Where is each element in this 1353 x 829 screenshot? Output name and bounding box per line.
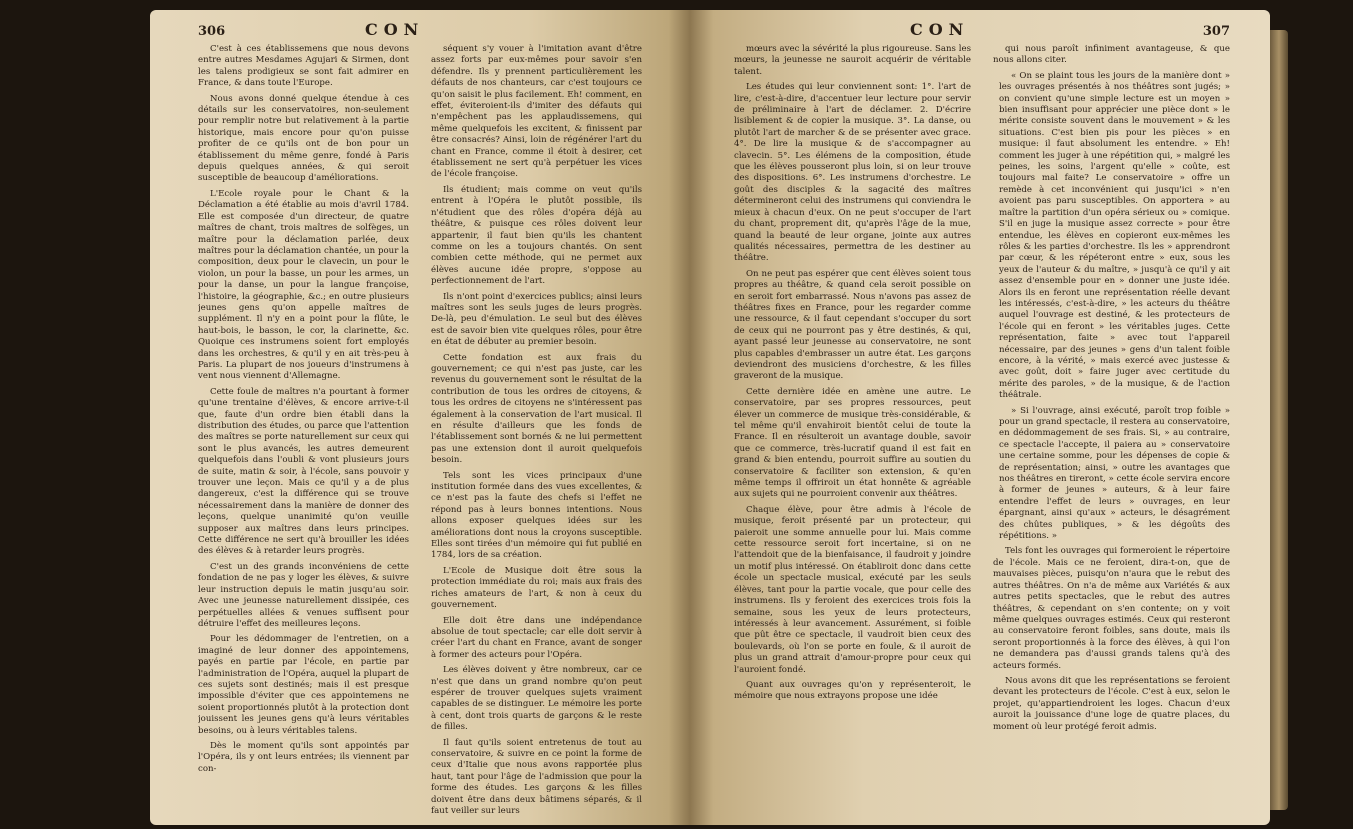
column-1 <box>198 44 409 814</box>
paragraph: Cette foule de maîtres n'a pourtant à former qu'une trentaine d'élèves, & encore arrive-t-il que, faute d'un ordre bien établi dans la distribution des études, ou parce que l'attention des maîtres se porte naturellement sur ceux qui sont le plus avancés, les autres demeurent quelquefois dans l'oubli & vont plusieurs jours de suite, matin & soir, à l'école, sans pouvoir y trouver une leçon. Mais ce qu'il y a de plus dangereux, c'est la différence qui se trouve nécessairement dans la manière de donner des leçons, quelque unanimité qu'on veuille supposer aux maîtres dans leurs principes. Cette différence ne sert qu'à brouiller les idées des élèves & à retarder leurs progrès. <box>198 386 409 557</box>
paragraph: Dès le moment qu'ils sont appointés par l'Opéra, ils y ont leurs entrées; ils viennent par con- <box>198 740 409 774</box>
paragraph: C'est à ces établissemens que nous devons entre autres Mesdames Agujari & Sirmen, dont les talens prodigieux se sont fait admirer en France, & dans toute l'Europe. <box>198 44 409 89</box>
paragraph: L'Ecole de Musique doit être sous la protection immédiate du roi; mais aux frais des riches amateurs de l'art, & non à ceux du gouvernement. <box>431 565 642 611</box>
right-page-header <box>690 20 1270 46</box>
page-edges <box>1270 30 1288 810</box>
paragraph: Les études qui leur conviennent sont: 1°. l'art de lire, c'est-à-dire, d'accentuer leur lecture pour servir de préliminaire à l'art de déclamer. 2. D'écrire lisiblement & de copier la musique. 3°. La danse, ou plutôt l'art de marcher & de se présenter avec grace. 4°. De lire la musique & de s'accompagner au clavecin. 5°. Les élémens de la composition, étude que les élèves pousseront plus loin, si on leur trouve des dispositions. 6°. Les instrumens d'orchestre. Le goût des disciples & la sagacité des maîtres détermineront celui des instrumens qui conviendra le mieux à chacun d'eux. On ne peut s'occuper de l'art du chant, proprement dit, qu'après l'âge de la mue, quand la beauté de leur organe, jointe aux autres qualités nécessaires, permettra de les destiner au théâtre. <box>734 82 971 264</box>
paragraph: qui nous paroît infiniment avantageuse, & que nous allons citer. <box>993 44 1230 66</box>
right-page <box>690 10 1270 825</box>
paragraph: Tels sont les vices principaux d'une institution formée dans des vues excellentes, & ce n'est pas la faute des chefs si l'effet ne répond pas à leurs bonnes intentions. Nous allons exposer quelques idées sur les améliorations dont nous la croyons susceptible. Elles sont tirées d'un mémoire qui fut publié en 1784, lors de sa création. <box>431 470 642 561</box>
column-2 <box>431 44 642 814</box>
paragraph: Elle doit être dans une indépendance absolue de tout spectacle; car elle doit servir à créer l'art du chant en France, avant de songer à former des acteurs pour l'Opéra. <box>431 615 642 660</box>
paragraph: séquent s'y vouer à l'imitation avant d'être assez forts par eux-mêmes pour savoir s'en défendre. Ils y prennent particulièrement les défauts de nos chanteurs, car c'est toujours ce qu'on saisit le plus facilement. Eh! comment, en effet, éviteroient-ils d'imiter des défauts qui n'empêchent pas les applaudissemens, qui même quelquefois les excitent, & finissent par être consacrés? Ainsi, loin de régénérer l'art du chant en France, comme il étoit à desirer, cet établissement ne sert qu'à perpétuer les vices de l'école françoise. <box>431 44 642 180</box>
paragraph: On ne peut pas espérer que cent élèves soient tous propres au théâtre, & quand cela seroit possible on en seroit fort embarrassé. Nous n'avons pas assez de théâtres fixes en France, pour les regarder comme une ressource, & il faut cependant s'occuper du sort de ceux qui ne pourront pas y être destinés, & qui, ayant passé leur jeunesse au conservatoire, ne sont plus capables d'embrasser un autre état. Les garçons deviendront des musiciens d'orchestre, & les filles graveront de la musique. <box>734 268 971 382</box>
book-spread <box>150 10 1270 825</box>
paragraph: Cette dernière idée en amène une autre. Le conservatoire, par ses propres ressources, peut élever un commerce de musique très-considérable, & tel même qu'il envahiroit bientôt celui de toute la France. Il en résulteroit un avantage double, savoir que ce commerce, très-lucratif quand il est fait en grand & bien entendu, pourroit suffire au soutien du conservatoire & faciliter son extension, & qu'en même temps il offriroit un état honnête & agréable aux sujets qui ne pourroient convenir aux théâtres. <box>734 386 971 500</box>
paragraph: Tels font les ouvrages qui formeroient le répertoire de l'école. Mais ce ne feroient, dira-t-on, que de mauvaises pièces, puisqu'on n'aura que le rebut des autres théâtres. On n'a de même aux Variétés & aux autres petits spectacles, que le rebut des autres théâtres, & cependant on s'en contente; on y voit même quelques ouvrages estimés. Ceux qui resteront au conservatoire feront foibles, sans doute, mais ils seront proportionnés à la force des élèves, à qui l'on ne demandera pas d'aussi grands talens qu'à des acteurs formés. <box>993 546 1230 671</box>
paragraph: Nous avons dit que les représentations se feroient devant les protecteurs de l'école. C'est à eux, selon le projet, qu'appartiendroient les loges. Chacun d'eux auroit la jouissance d'une loge de quatre places, du moment où leur protégé feroit admis. <box>993 675 1230 732</box>
running-head: CON <box>910 20 970 39</box>
quoted-memoir: » Si l'ouvrage, ainsi exécuté, paroît trop foible » pour un grand spectacle, il restera au conservatoire, en dédommagement de ses frais. Si, » au contraire, ce spectacle l'accepte, il paiera au » conservatoire une certaine somme, pour les dépenses de copie & de représentation; ainsi, » outre les avantages que nos théâtres en tireront, » cette école servira encore à former de jeunes » auteurs, & à leur faire entendre l'effet de leurs » ouvrages, en leur épargnant, ainsi qu'aux » acteurs, le désagrément des chûtes publiques, » & les dégoûts des répétitions. » <box>999 405 1230 542</box>
running-head: CON <box>365 20 425 39</box>
left-page-header <box>150 20 690 46</box>
left-page-columns <box>198 44 642 814</box>
paragraph: Ils étudient; mais comme on veut qu'ils entrent à l'Opéra le plutôt possible, ils n'étudient que des rôles d'opéra déjà au théâtre, & puisque ces rôles doivent leur appartenir, il faut bien qu'ils les chantent comme on les a toujours chantés. On sent combien cette méthode, qui ne permet aux élèves aucune idée propre, s'oppose au perfectionnement de l'art. <box>431 184 642 287</box>
paragraph: C'est un des grands inconvéniens de cette fondation de ne pas y loger les élèves, & suivre leur instruction depuis le matin jusqu'au soir. Avec une jeunesse naturellement dissipée, ces perpétuelles allées & venues suffisent pour détruire l'effet des meilleures leçons. <box>198 561 409 629</box>
right-page-columns <box>734 44 1230 814</box>
paragraph: Les élèves doivent y être nombreux, car ce n'est que dans un grand nombre qu'on peut espérer de trouver quelques sujets vraiment capables de se distinguer. Le mémoire les porte à cent, dont trois quarts de garçons & le reste de filles. <box>431 665 642 733</box>
column-1 <box>734 44 971 814</box>
paragraph: Pour les dédommager de l'entretien, on a imaginé de leur donner des appointemens, payés en partie par l'école, en partie par l'administration de l'Opéra, auquel la plupart de ces sujets sont destinés; mais il est presque impossible d'éviter que ces appointemens ne soient proportionnés plutôt à la protection dont jouissent les jeunes gens qu'à leurs véritables besoins, ou à leurs véritables talens. <box>198 634 409 736</box>
paragraph: Il faut qu'ils soient entretenus de tout au conservatoire, & suivre en ce point la forme de ceux d'Italie que nous avons rapportée plus haut, tant pour l'âge de l'admission que pour la forme des études. Les garçons & les filles doivent être dans deux bâtimens séparés, & il faut veiller sur leurs <box>431 737 642 814</box>
paragraph: Quant aux ouvrages qu'on y représenteroit, le mémoire que nous extrayons propose une idée <box>734 679 971 702</box>
paragraph: Cette fondation est aux frais du gouvernement; ce qui n'est pas juste, car les revenus du gouvernement sont le résultat de la contribution de tous les ordres de citoyens, & tous les ordres de citoyens ne s'intéressent pas également à la conservation de l'art musical. Il en résulte d'ailleurs que les fonds de l'établissement sont bornés & ne lui permettent pas une extension dont il auroit quelquefois besoin. <box>431 352 642 466</box>
paragraph: Chaque élève, pour être admis à l'école de musique, feroit présenté par un protecteur, qui paieroit une somme annuelle pour lui. Mais comme cette ressource seroit fort incertaine, si on ne l'attendoit que de la bienfaisance, il faudroit y joindre un motif plus intéressé. On établiroit donc dans cette école un spectacle musical, exécuté par les seuls élèves, tant pour la partie vocale, que pour celle des instrumens. Ils y feroient des exercices trois fois la semaine, sous les yeux de leurs protecteurs, intéressés à leur avancement. Assurément, si foible que pût être ce spectacle, il vaudroit bien ceux des boulevards, où l'on se porte en foule, & il auroit de plus un grand attrait d'amour-propre pour ceux qui l'auroient fondé. <box>734 504 971 675</box>
paragraph: Nous avons donné quelque étendue à ces détails sur les conservatoires, non-seulement pour remplir notre but relativement à la partie historique, mais encore pour qu'on puisse profiter de ce qu'ils ont de bon pour un établissement du même genre, fondé à Paris depuis quelques années, & qui seroit susceptible de beaucoup d'améliorations. <box>198 93 409 184</box>
left-page <box>150 10 690 825</box>
column-2 <box>993 44 1230 814</box>
paragraph: L'Ecole royale pour le Chant & la Déclamation a été établie au mois d'avril 1784. Elle est composée d'un directeur, de quatre maîtres de chant, trois maîtres de solfèges, un maître pour la déclamation parlée, deux maîtres pour la déclamation chantée, un pour la composition, deux pour le clavecin, un pour le violon, un pour la basse, un pour les armes, un pour la danse, un pour la langue françoise, l'histoire, la géographie, &c.; en outre plusieurs jeunes gens qu'on appelle maîtres de supplément. Il n'y en a point pour la flûte, le haut-bois, le basson, le cor, la clarinette, &c. Quoique ces instrumens soient fort employés dans les orchestres, & qu'il y en ait très-peu à Paris. La plupart de nos joueurs d'instrumens à vent nous viennent d'Allemagne. <box>198 188 409 382</box>
page-number: 307 <box>1202 24 1230 39</box>
paragraph: mœurs avec la sévérité la plus rigoureuse. Sans les mœurs, la jeunesse ne sauroit acquérir de véritable talent. <box>734 44 971 77</box>
paragraph: Ils n'ont point d'exercices publics; ainsi leurs maîtres sont les seuls juges de leurs progrès. De-là, peu d'émulation. Le seul but des élèves est de savoir bien vite quelques rôles, pour être en état de débuter au premier besoin. <box>431 291 642 348</box>
page-number: 306 <box>198 24 226 39</box>
quoted-memoir: « On se plaint tous les jours de la manière dont » les ouvrages présentés à nos théâtres sont jugés; » on convient qu'une simple lecture est un moyen » bien insuffisant pour apprécier une pièce dont » le mérite consiste souvent dans le mouvement » & les situations. C'est bien pis pour les pièces » en musique: il faut absolument les entendre. » Eh! comment les juger à une répétition qui, » malgré les peines, les soins, l'argent qu'elle » coûte, est toujours mal faite? Le conservatoire » offre un remède à cet inconvénient qui jusqu'ici » n'en avoient pas paru susceptibles. On apportera » au maître la partition d'un opéra sérieux ou » comique. S'il en juge la musique assez correcte » pour être entendue, les élèves en copieront eux-mêmes les rôles & les parties d'orchestre. Ils les » apprendront par cœur, & les répéteront entre » eux, sous les yeux de l'auteur & du maître, » jusqu'à ce qu'il y ait assez d'ensemble pour en » donner une juste idée. Alors ils en feront une représentation réelle devant les intéressés, c'est-à-dire, » les acteurs du théâtre auquel l'ouvrage est destiné, & les protecteurs de l'école qui en feront » les véritables juges. Cette représentation, faite » avec tout l'appareil nécessaire, par des jeunes » gens d'un talent foible encore, à la vérité, » mais exercé avec justesse & avec goût, doit » faire juger avec certitude du mérite des paroles, » de la musique, & de l'action théâtrale. <box>999 70 1230 401</box>
